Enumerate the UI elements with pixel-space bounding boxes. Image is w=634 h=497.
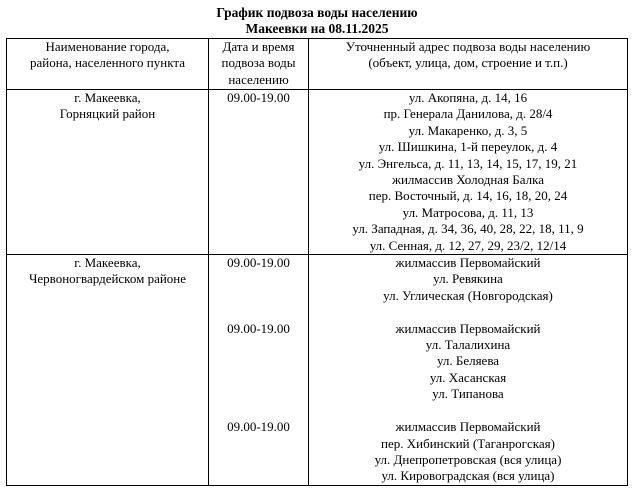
- time-value: 09.00-19.00: [227, 255, 290, 271]
- district-city: г. Макеевка,: [74, 90, 141, 105]
- table-header-row: [7, 39, 628, 90]
- header-district-line: Наименование города,: [45, 39, 170, 54]
- table-row-gornyatsky: [7, 90, 628, 255]
- time-cell: [209, 90, 309, 255]
- address-line: жилмассив Первомайский: [395, 419, 541, 435]
- address-line: ул. Макаренко, д. 3, 5: [408, 122, 528, 138]
- address-line: ул. Энгельса, д. 11, 13, 14, 15, 17, 19, 21: [358, 155, 578, 171]
- header-datetime-line: Дата и время: [222, 39, 295, 54]
- time-value: 09.00-19.00: [227, 320, 290, 336]
- address-line: ул. Типанова: [432, 386, 504, 402]
- address-line: жилмассив Первомайский: [395, 320, 541, 336]
- header-datetime-line: населению: [228, 71, 289, 87]
- address-line: ул. Матросова, д. 11, 13: [402, 204, 534, 220]
- address-line: ул. Кировоградская (вся улица): [381, 468, 555, 484]
- address-line: пер. Восточный, д. 14, 16, 18, 20, 24: [368, 188, 568, 204]
- time-cell: [209, 255, 309, 486]
- district-cell: [7, 90, 209, 255]
- address-line: ул. Углическая (Новгородская): [383, 287, 553, 303]
- header-address: [309, 39, 628, 90]
- address-line: ул. Хасанская: [429, 369, 507, 385]
- address-line: ул. Западная, д. 34, 36, 40, 28, 22, 18, 11, 9: [352, 221, 584, 237]
- header-district: [7, 39, 209, 90]
- address-line: жилмассив Холодная Балка: [391, 172, 545, 188]
- district-cell: [7, 255, 209, 486]
- water-supply-schedule-table: [6, 38, 628, 486]
- header-datetime: [209, 39, 309, 90]
- document-title-line-1: График подвоза воды населению: [216, 5, 418, 20]
- address-line: пер. Хибинский (Таганрогская): [381, 435, 555, 451]
- address-line: ул. Беляева: [436, 353, 500, 369]
- address-line: ул. Акопяна, д. 14, 16: [408, 90, 528, 105]
- address-line: жилмассив Первомайский: [395, 255, 541, 271]
- address-cell: [309, 255, 628, 486]
- header-district-line: района, населенного пункта: [30, 55, 185, 71]
- header-datetime-line: подвоза воды: [221, 55, 296, 71]
- district-city: г. Макеевка,: [74, 255, 141, 271]
- address-cell: [309, 90, 628, 255]
- time-value: 09.00-19.00: [227, 90, 290, 105]
- document-title-line-2: Макеевки на 08.11.2025: [245, 21, 389, 36]
- time-value: 09.00-19.00: [227, 419, 290, 434]
- table-row-chervonogvardeysky: [7, 255, 628, 486]
- district-name: Горняцкий район: [59, 106, 156, 122]
- address-line: ул. Днепропетровская (вся улица): [374, 451, 562, 467]
- address-line: ул. Ревякина: [433, 271, 503, 287]
- district-name: Червоногвардейском районе: [28, 271, 187, 287]
- address-line: ул. Шишкина, 1-й переулок, д. 4: [378, 139, 558, 155]
- address-line: ул. Сенная, д. 12, 27, 29, 23/2, 12/14: [369, 237, 567, 253]
- address-line: ул. Талалихина: [425, 337, 511, 353]
- header-address-line: Уточненный адрес подвоза воды населению: [345, 39, 591, 54]
- header-address-line: (объект, улица, дом, строение и т.п.): [368, 55, 568, 71]
- address-line: пр. Генерала Данилова, д. 28/4: [383, 106, 553, 122]
